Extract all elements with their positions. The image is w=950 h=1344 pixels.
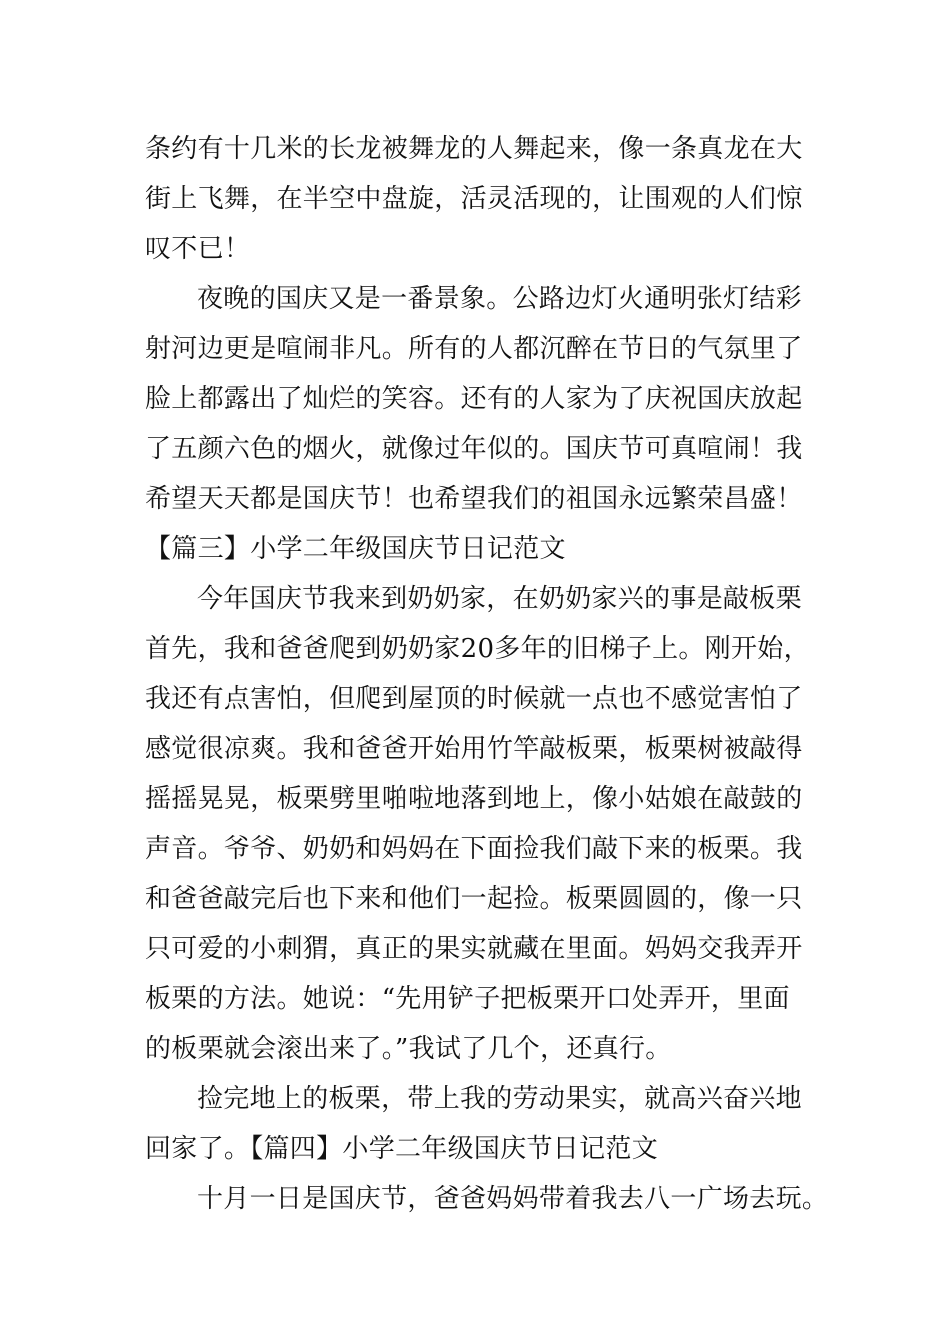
text-line-15: 声音。爷爷、奶奶和妈妈在下面捡我们敲下来的板栗。我 <box>145 834 803 864</box>
text-line-7: 了五颜六色的烟火，就像过年似的。国庆节可真喧闹！我 <box>145 434 803 464</box>
text-line-6: 脸上都露出了灿烂的笑容。还有的人家为了庆祝国庆放起 <box>145 384 803 414</box>
text-line-18: 板栗的方法。她说：“先用铲子把板栗开口处弄开，里面 <box>145 984 790 1014</box>
text-line-3: 叹不已！ <box>145 234 251 264</box>
text-line-16: 和爸爸敲完后也下来和他们一起捡。板栗圆圆的，像一只 <box>145 884 803 914</box>
text-line-4: 夜晚的国庆又是一番景象。公路边灯火通明张灯结彩 <box>197 284 802 314</box>
text-line-8: 希望天天都是国庆节！也希望我们的祖国永远繁荣昌盛！ <box>145 484 803 514</box>
text-line-17: 只可爱的小刺猬，真正的果实就藏在里面。妈妈交我弄开 <box>145 934 803 964</box>
text-line-14: 摇摇晃晃，板栗劈里啪啦地落到地上，像小姑娘在敲鼓的 <box>145 784 803 814</box>
text-line-1: 条约有十几米的长龙被舞龙的人舞起来，像一条真龙在大 <box>145 134 803 164</box>
text-line-22: 十月一日是国庆节，爸爸妈妈带着我去八一广场去玩。 <box>197 1184 829 1214</box>
text-line-19: 的板栗就会滚出来了。”我试了几个，还真行。 <box>145 1034 672 1064</box>
text-line-10: 今年国庆节我来到奶奶家，在奶奶家兴的事是敲板栗 <box>197 584 802 614</box>
section-heading-3: 【篇三】小学二年级国庆节日记范文 <box>145 534 566 564</box>
text-line-11: 首先，我和爸爸爬到奶奶家20多年的旧梯子上。刚开始， <box>145 634 810 664</box>
text-line-12: 我还有点害怕，但爬到屋顶的时候就一点也不感觉害怕了 <box>145 684 803 714</box>
text-line-21: 回家了。【篇四】小学二年级国庆节日记范文 <box>145 1134 659 1164</box>
text-line-2: 街上飞舞，在半空中盘旋，活灵活现的，让围观的人们惊 <box>145 184 803 214</box>
text-line-13: 感觉很凉爽。我和爸爸开始用竹竿敲板栗，板栗树被敲得 <box>145 734 803 764</box>
text-line-20: 捡完地上的板栗，带上我的劳动果实，就高兴奋兴地 <box>197 1084 802 1114</box>
text-line-5: 射河边更是喧闹非凡。所有的人都沉醉在节日的气氛里了 <box>145 334 803 364</box>
